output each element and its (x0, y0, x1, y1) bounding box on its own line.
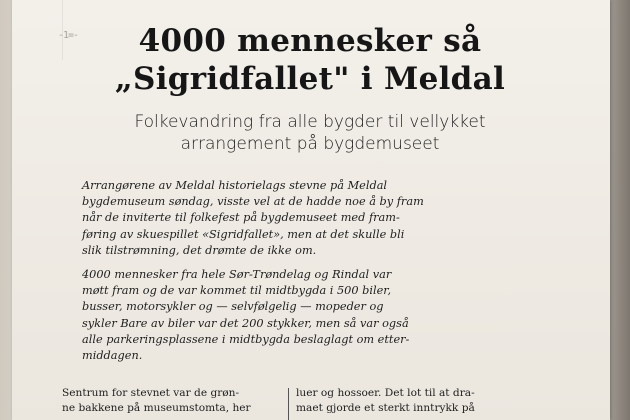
headline (60, 22, 560, 98)
lead2-line: alle parkeringsplassene i midtbygda beslaglagt om etter- (82, 332, 410, 346)
lead1-line: bygdemuseum søndag, visste vel at de hadde noe å by fram (82, 195, 424, 209)
subheadline (60, 111, 560, 155)
margin-mark: -1=- (58, 30, 79, 41)
lead1-line: føring av skuespillet «Sigridfallet», men at det skulle bli (82, 227, 405, 241)
headline-line-1: 4000 mennesker så (138, 23, 482, 59)
board-edge (610, 0, 630, 420)
lead1-line: slik tilstrømning, det drømte de ikke om. (82, 243, 317, 257)
lead2-line: 4000 mennesker fra hele Sør-Trøndelag og Rindal var (82, 268, 392, 281)
subheadline-line-1: Folkevandring fra alle bygder til vellykket (134, 112, 486, 132)
body-column-1 (62, 386, 282, 416)
subheadline-line-2: arrangement på bygdemuseet (180, 134, 440, 154)
lead2-line: møtt fram og de var kommet til midtbygda i 500 biler, (82, 284, 392, 298)
lead2-line: middagen. (82, 349, 143, 363)
col1-line: ne bakkene på museumstomta, her (62, 402, 251, 414)
lead1-line: når de inviterte til folkefest på bygdemuseet med fram- (82, 211, 400, 225)
lead2-line: sykler Bare av biler var det 200 stykker, men så var også (82, 316, 409, 330)
lead-paragraph-1 (82, 178, 512, 259)
headline-line-2: „Sigridfallet" i Meldal (114, 61, 506, 97)
lead2-line: busser, motorsykler og — selvfølgelig — mopeder og (82, 300, 384, 314)
col1-line: Sentrum for stevnet var de grøn- (62, 387, 240, 399)
body-column-2 (296, 386, 512, 416)
col2-line: luer og hossoer. Det lot til at dra- (296, 387, 475, 399)
lead1-line: Arrangørene av Meldal historielags stevne på Meldal (82, 179, 388, 192)
column-divider (288, 388, 289, 420)
col2-line: maet gjorde et sterkt inntrykk på (296, 402, 475, 414)
lead-paragraph-2 (82, 267, 512, 364)
